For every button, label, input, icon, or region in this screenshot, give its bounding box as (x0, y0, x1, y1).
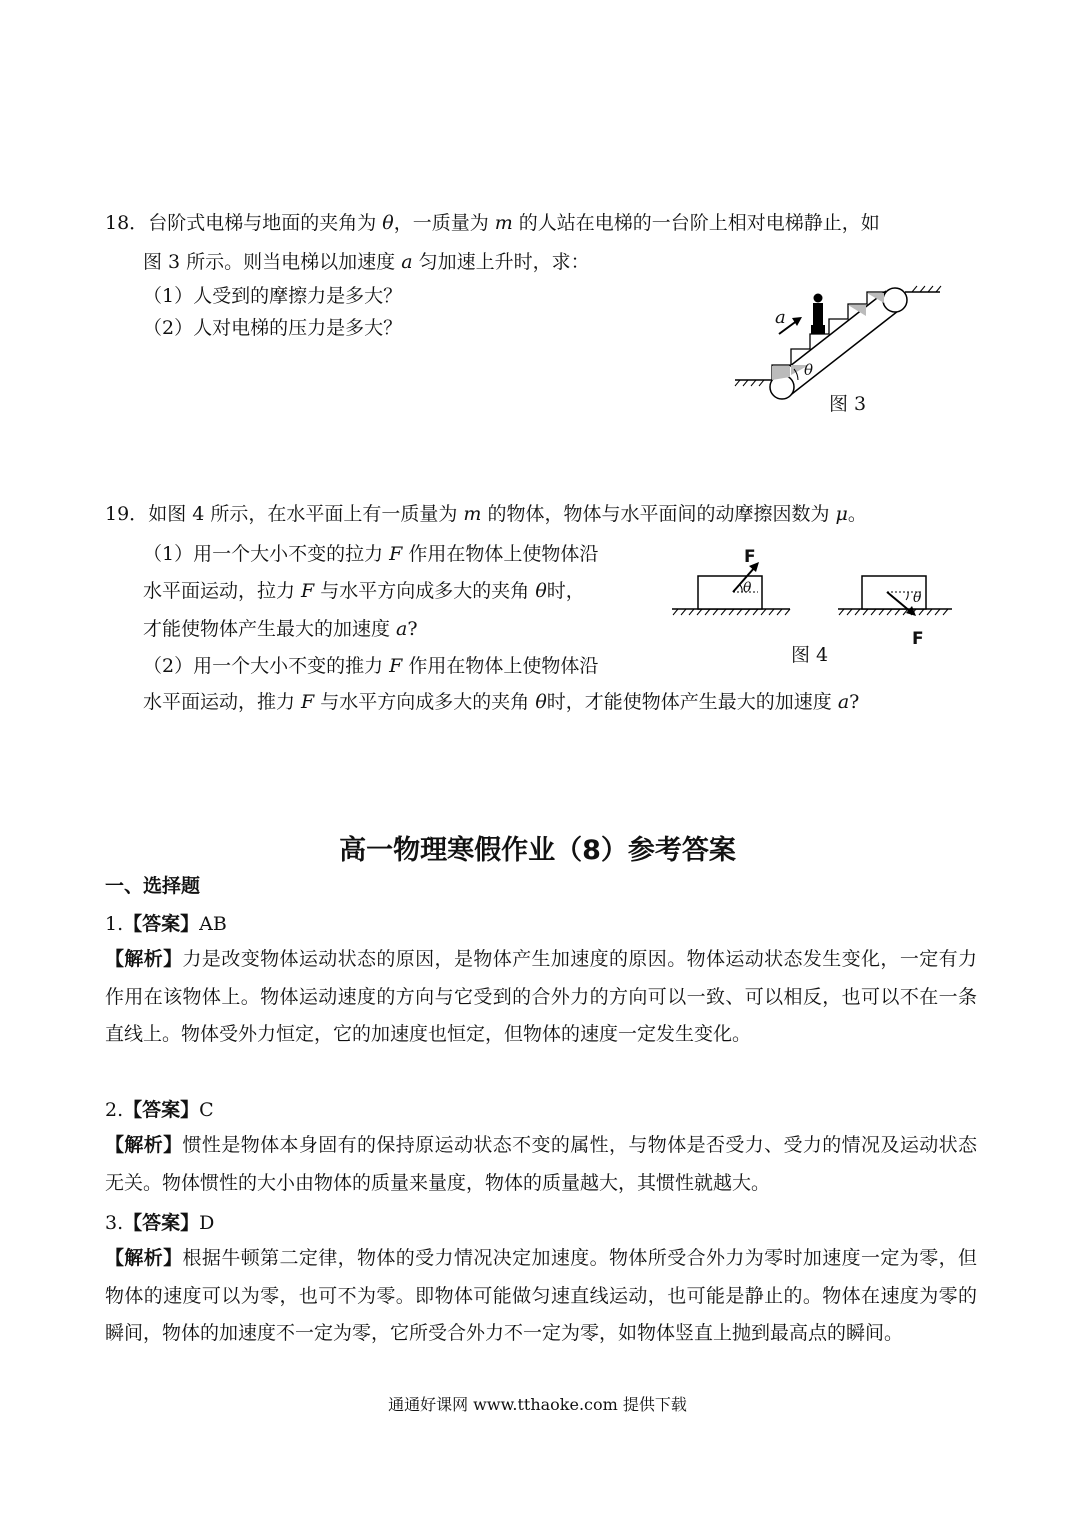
fig3-theta-label: θ (804, 361, 814, 379)
answer-2: 2.【答案】C (105, 1099, 214, 1121)
fig4-F-label-right: F (912, 629, 924, 649)
explanation-3: 【解析】根据牛顿第二定律，物体的受力情况决定加速度。物体所受合外力为零时加速度一定为零，但物体的速度可以为零，也可不为零。即物体可能做匀速直线运动，也可能是静止的。物体在速度为零的瞬间，物体的加速度不一定为零，它所受合外力不一定为零，如物体竖直上抛到最高点的瞬间。 (105, 1247, 977, 1344)
q19-line-1: 19．如图 4 所示，在水平面上有一质量为 m 的物体，物体与水平面间的动摩擦因数为 μ。 (105, 503, 867, 525)
q19-p1-line-2: 水平面运动，拉力 F 与水平方向成多大的夹角 θ时， (143, 580, 585, 602)
answers-title: 高一物理寒假作业（8）参考答案 (339, 835, 736, 866)
q19-p2-line-1: （2）用一个大小不变的推力 F 作用在物体上使物体沿 (143, 655, 599, 677)
fig3-caption: 图 3 (829, 393, 867, 415)
answer-3: 3.【答案】D (105, 1212, 215, 1234)
explanation-1: 【解析】力是改变物体运动状态的原因，是物体产生加速度的原因。物体运动状态发生变化，一定有力作用在该物体上。物体运动速度的方向与它受到的合外力的方向可以一致、可以相反，也可以不在一条直线上。物体受外力恒定，它的加速度也恒定，但物体的速度一定发生变化。 (105, 948, 977, 1045)
page-footer: 通通好课网 www.tthaoke.com 提供下载 (388, 1395, 687, 1414)
fig4-F-label-left: F (744, 547, 756, 567)
fig4-theta-right: θ (913, 590, 922, 606)
explanation-2: 【解析】惯性是物体本身固有的保持原运动状态不变的属性，与物体是否受力、受力的情况及运动状态无关。物体惯性的大小由物体的质量来量度，物体的质量越大，其惯性就越大。 (105, 1134, 977, 1194)
q18-line-2: 图 3 所示。则当电梯以加速度 a 匀加速上升时，求： (143, 251, 590, 273)
q18-sub-2: （2）人对电梯的压力是多大？ (143, 317, 403, 339)
q19-p1-line-1: （1）用一个大小不变的拉力 F 作用在物体上使物体沿 (143, 543, 599, 565)
fig4-caption: 图 4 (791, 644, 829, 666)
q19-p1-line-3: 才能使物体产生最大的加速度 a? (143, 618, 418, 640)
q19-p2-line-2: 水平面运动，推力 F 与水平方向成多大的夹角 θ时，才能使物体产生最大的加速度 a? (143, 691, 860, 713)
answer-1: 1.【答案】AB (105, 913, 227, 935)
q18-line-1: 18．台阶式电梯与地面的夹角为 θ，一质量为 m 的人站在电梯的一台阶上相对电梯静止，如 (105, 212, 880, 234)
fig4-theta-left: θ (743, 580, 752, 596)
fig3-a-label: a (775, 307, 786, 328)
section-heading: 一、选择题 (105, 875, 201, 897)
q18-sub-1: （1）人受到的摩擦力是多大？ (143, 285, 403, 307)
